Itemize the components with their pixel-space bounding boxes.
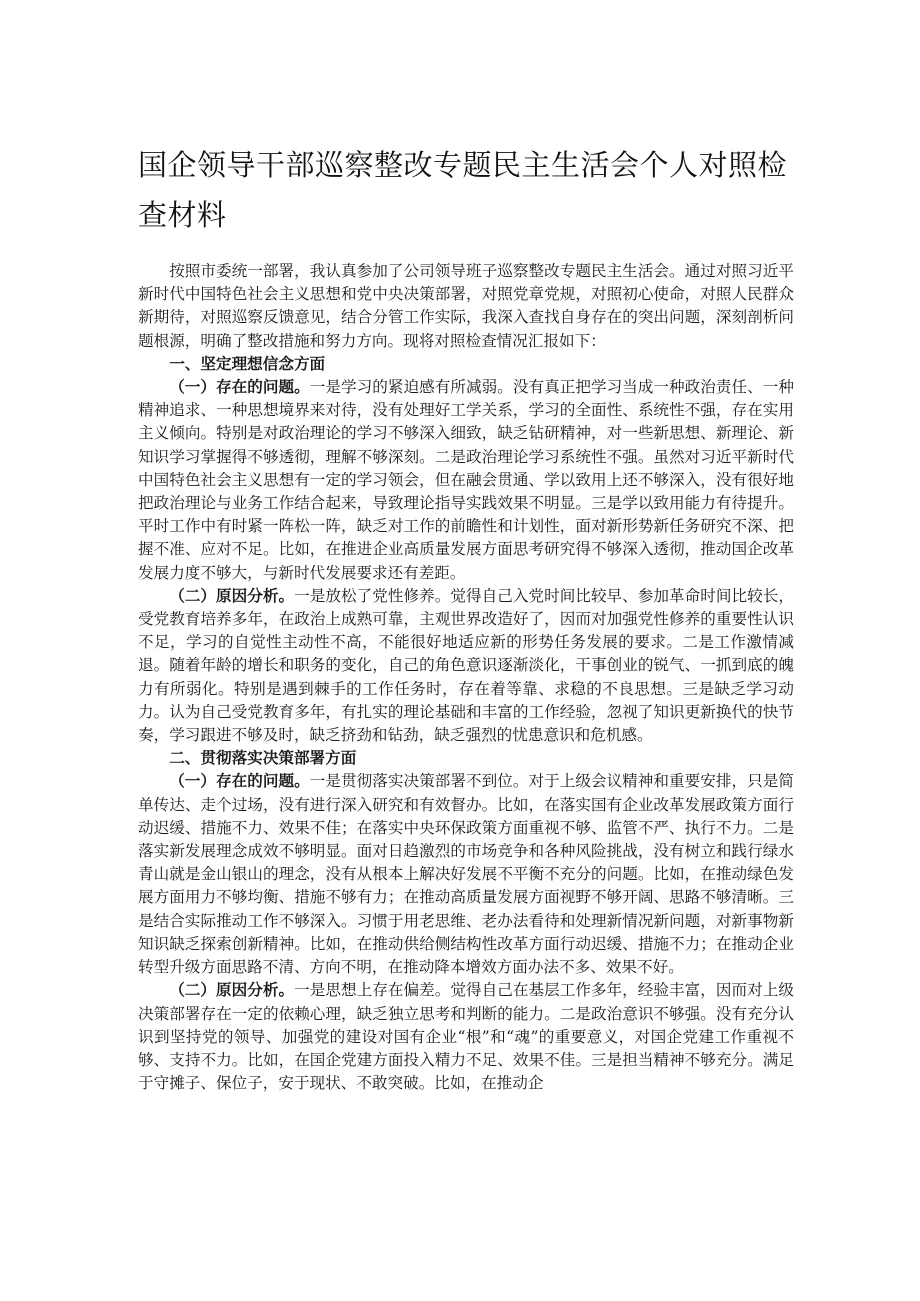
section-2-problems: [138, 770, 794, 979]
section-1-problems-text: 一是学习的紧迫感有所减弱。没有真正把学习当成一种政治责任、一种精神追求、一种思想境界来对待，没有处理好工学关系，学习的全面性、系统性不强，存在实用主义倾向。特别是对政治理论的学习不够深入细致，缺乏钻研精神，对一些新思想、新理论、新知识学习掌握得不够透彻，理解不够深刻。二是政治理论学习系统性不强。虽然对习近平新时代中国特色社会主义思想有一定的学习领会，但在融会贯通、学以致用上还不够深入，没有很好地把政治理论与业务工作结合起来，导致理论指导实践效果不明显。三是学以致用能力有待提升。平时工作中有时紧一阵松一阵，缺乏对工作的前瞻性和计划性，面对新形势新任务研究不深、把握不准、应对不足。比如，在推进企业高质量发展方面思考研究得不够深入透彻，推动国企改革发展力度不够大，与新时代发展要求还有差距。: [138, 378, 794, 582]
section-1-analysis: [138, 585, 794, 747]
section-heading-2: 二、贯彻落实决策部署方面: [169, 749, 357, 768]
section-1-problems-lead: （一）存在的问题。: [169, 378, 310, 397]
section-1-analysis-lead: （二）原因分析。: [169, 586, 295, 605]
section-heading-1: 一、坚定理想信念方面: [169, 354, 326, 373]
section-2-problems-text: 一是贯彻落实决策部署不到位。对于上级会议精神和重要安排，只是简单传达、走个过场，没有进行深入研究和有效督办。比如，在落实国有企业改革发展政策方面行动迟缓、措施不力、效果不佳；在落实中央环保政策方面重视不够、监管不严、执行不力。二是落实新发展理念成效不够明显。面对日趋激烈的市场竞争和各种风险挑战，没有树立和践行绿水青山就是金山银山的理念，没有从根本上解决好发展不平衡不充分的问题。比如，在推动绿色发展方面用力不够均衡、措施不够有力；在推动高质量发展方面视野不够开阔、思路不够清晰。三是结合实际推动工作不够深入。习惯于用老思维、老办法看待和处理新情况新问题，对新事物新知识缺乏探索创新精神。比如，在推动供给侧结构性改革方面行动迟缓、措施不力；在推动企业转型升级方面思路不清、方向不明，在推动降本增效方面办法不多、效果不好。: [138, 772, 794, 977]
section-2-analysis-lead: （二）原因分析。: [169, 981, 295, 1000]
section-1-problems: [138, 376, 794, 585]
section-1-analysis-text: 一是放松了党性修养。觉得自己入党时间比较早、参加革命时间比较长，受党教育培养多年，在政治上成熟可靠，主观世界改造好了，因而对加强党性修养的重要性认识不足，学习的自觉性主动性不高，不能很好地适应新的形势任务发展的要求。二是工作激情减退。随着年龄的增长和职务的变化，自己的角色意识逐渐淡化，干事创业的锐气、一抓到底的魄力有所弱化。特别是遇到棘手的工作任务时，存在着等靠、求稳的不良思想。三是缺乏学习动力。认为自己受党教育多年，有扎实的理论基础和丰富的工作经验，忽视了知识更新换代的快节奏，学习跟进不够及时，缺乏挤劲和钻劲，缺乏强烈的忧患意识和危机感。: [138, 586, 794, 745]
section-2-analysis-text: 一是思想上存在偏差。觉得自己在基层工作多年，经验丰富，因而对上级决策部署存在一定的依赖心理，缺乏独立思考和判断的能力。二是政治意识不够强。没有充分认识到坚持党的领导、加强党的建设对国有企业“根”和“魂”的重要意义，对国企党建工作重视不够、支持不力。比如，在国企党建方面投入精力不足、效果不佳。三是担当精神不够充分。满足于守摊子、保位子，安于现状、不敢突破。比如，在推动企: [138, 981, 794, 1093]
intro-paragraph: 按照市委统一部署，我认真参加了公司领导班子巡察整改专题民主生活会。通过对照习近平新时代中国特色社会主义思想和党中央决策部署，对照党章党规，对照初心使命，对照人民群众新期待，对照巡察反馈意见，结合分管工作实际，我深入查找自身存在的突出问题，深刻剖析问题根源，明确了整改措施和努力方向。现将对照检查情况汇报如下：: [138, 262, 794, 350]
section-2-problems-lead: （一）存在的问题。: [169, 772, 310, 791]
document-page: [138, 140, 794, 1095]
document-title: 国企领导干部巡察整改专题民主生活会个人对照检查材料: [138, 148, 788, 232]
section-2-analysis: [138, 979, 794, 1095]
